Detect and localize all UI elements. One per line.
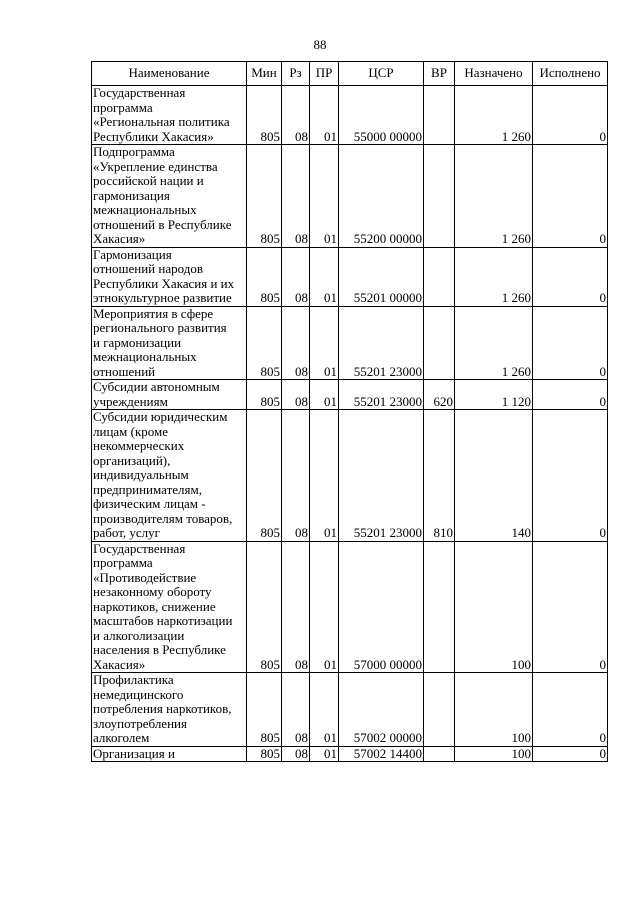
cell-pr: 01 <box>310 380 339 410</box>
cell-name-line: Субсидии юридическим <box>93 409 228 424</box>
cell-name-line: «Укрепление единства <box>93 158 218 174</box>
cell-rz: 08 <box>282 673 310 747</box>
cell-executed: 0 <box>533 145 608 248</box>
cell-name <box>92 541 247 673</box>
cell-name <box>92 380 247 410</box>
header-name: Наименование <box>92 62 247 86</box>
cell-name-line: Хакасия» <box>93 231 146 246</box>
cell-pr: 01 <box>310 145 339 248</box>
cell-assigned: 1 260 <box>455 86 533 145</box>
cell-executed: 0 <box>533 247 608 306</box>
cell-name-line: межнациональных <box>93 202 197 217</box>
cell-csr: 55200 00000 <box>339 145 424 248</box>
header-csr: ЦСР <box>339 62 424 86</box>
cell-csr: 55000 00000 <box>339 86 424 145</box>
cell-executed: 0 <box>533 541 608 673</box>
cell-name-line: отношений в Республике <box>93 216 232 232</box>
cell-name-line: некоммерческих <box>93 438 185 453</box>
cell-pr: 01 <box>310 306 339 380</box>
cell-assigned: 100 <box>455 541 533 673</box>
cell-name-line: масштабов наркотизации <box>93 613 233 628</box>
cell-rz: 08 <box>282 247 310 306</box>
cell-name-line: производителям товаров, <box>93 510 233 526</box>
cell-csr: 57002 00000 <box>339 673 424 747</box>
cell-min: 805 <box>247 746 282 762</box>
table-body <box>92 86 608 762</box>
cell-pr: 01 <box>310 247 339 306</box>
cell-name-line: алкоголем <box>93 730 150 745</box>
cell-min: 805 <box>247 306 282 380</box>
cell-name-line: и алкоголизации <box>93 627 185 643</box>
cell-rz: 08 <box>282 410 310 542</box>
cell-name <box>92 145 247 248</box>
cell-name <box>92 410 247 542</box>
cell-assigned: 1 260 <box>455 306 533 380</box>
cell-name-line: программа <box>93 99 153 115</box>
cell-pr: 01 <box>310 673 339 747</box>
header-vr: ВР <box>424 62 455 86</box>
cell-vr <box>424 145 455 248</box>
cell-csr: 55201 23000 <box>339 410 424 542</box>
cell-name-line: отношений народов <box>93 261 203 276</box>
header-rz: Рз <box>282 62 310 86</box>
cell-csr: 55201 00000 <box>339 247 424 306</box>
cell-name-line: физическим лицам - <box>93 496 206 511</box>
table-row <box>92 145 608 248</box>
cell-rz: 08 <box>282 380 310 410</box>
cell-name-line: населения в Республике <box>93 642 226 657</box>
cell-name-line: предпринимателям, <box>93 481 202 497</box>
cell-vr <box>424 86 455 145</box>
cell-vr <box>424 541 455 673</box>
table-header-row <box>92 62 608 86</box>
cell-name-line: Хакасия» <box>93 656 146 672</box>
cell-assigned: 100 <box>455 673 533 747</box>
cell-name-line: Государственная <box>93 541 186 556</box>
table-row <box>92 86 608 145</box>
cell-name-line: отношений <box>93 363 156 379</box>
cell-rz: 08 <box>282 306 310 380</box>
budget-table <box>91 61 608 762</box>
cell-name-line: Субсидии автономным <box>93 379 220 394</box>
cell-min: 805 <box>247 145 282 248</box>
cell-name-line: программа <box>93 555 153 570</box>
cell-name-line: незаконному обороту <box>93 584 212 599</box>
cell-name-line: Гармонизация <box>93 247 172 262</box>
header-pr: ПР <box>310 62 339 86</box>
cell-assigned: 1 260 <box>455 247 533 306</box>
cell-vr <box>424 247 455 306</box>
cell-name-line: Государственная <box>93 85 186 100</box>
table-row <box>92 380 608 410</box>
cell-name-line: Профилактика <box>93 672 174 687</box>
page-number: 88 <box>313 37 327 52</box>
cell-pr: 01 <box>310 541 339 673</box>
cell-name-line: работ, услуг <box>93 525 161 540</box>
cell-vr <box>424 746 455 762</box>
table-row <box>92 673 608 747</box>
cell-min: 805 <box>247 380 282 410</box>
cell-assigned: 1 260 <box>455 145 533 248</box>
cell-csr: 57002 14400 <box>339 746 424 762</box>
cell-pr: 01 <box>310 86 339 145</box>
table-row <box>92 247 608 306</box>
cell-rz: 08 <box>282 541 310 673</box>
table-row <box>92 306 608 380</box>
cell-name <box>92 673 247 747</box>
cell-name-line: немедицинского <box>93 686 184 702</box>
cell-executed: 0 <box>533 86 608 145</box>
cell-name-line: российской нации и <box>93 173 204 188</box>
cell-min: 805 <box>247 541 282 673</box>
table-row <box>92 410 608 542</box>
cell-name-line: «Противодействие <box>93 569 197 585</box>
cell-name-line: Организация и <box>93 746 175 761</box>
cell-name <box>92 86 247 145</box>
cell-name-line: Мероприятия в сфере <box>93 306 214 321</box>
table-row <box>92 541 608 673</box>
cell-executed: 0 <box>533 746 608 762</box>
cell-name <box>92 247 247 306</box>
cell-assigned: 1 120 <box>455 380 533 410</box>
cell-pr: 01 <box>310 410 339 542</box>
cell-name-line: «Региональная политика <box>93 114 230 129</box>
cell-name-line: межнациональных <box>93 349 197 364</box>
cell-rz: 08 <box>282 86 310 145</box>
cell-rz: 08 <box>282 746 310 762</box>
cell-pr: 01 <box>310 746 339 762</box>
cell-name-line: этнокультурное развитие <box>93 290 232 305</box>
table-row <box>92 746 608 762</box>
cell-min: 805 <box>247 410 282 542</box>
cell-name-line: Республики Хакасия и их <box>93 275 235 291</box>
cell-csr: 55201 23000 <box>339 380 424 410</box>
header-executed: Исполнено <box>533 62 608 86</box>
cell-vr: 810 <box>424 410 455 542</box>
cell-name-line: потребления наркотиков, <box>93 701 232 716</box>
header-min: Мин <box>247 62 282 86</box>
cell-name <box>92 746 247 762</box>
cell-name-line: индивидуальным <box>93 467 189 482</box>
cell-name <box>92 306 247 380</box>
header-assigned: Назначено <box>455 62 533 86</box>
cell-min: 805 <box>247 247 282 306</box>
cell-name-line: Республики Хакасия» <box>93 128 214 144</box>
cell-name-line: Подпрограмма <box>93 144 175 159</box>
cell-assigned: 140 <box>455 410 533 542</box>
cell-executed: 0 <box>533 380 608 410</box>
cell-name-line: регионального развития <box>93 320 227 335</box>
cell-assigned: 100 <box>455 746 533 762</box>
cell-name-line: злоупотребления <box>93 715 187 731</box>
cell-name-line: и гармонизации <box>93 334 182 350</box>
cell-csr: 57000 00000 <box>339 541 424 673</box>
cell-min: 805 <box>247 86 282 145</box>
cell-name-line: организаций), <box>93 452 171 468</box>
cell-executed: 0 <box>533 673 608 747</box>
cell-executed: 0 <box>533 410 608 542</box>
cell-rz: 08 <box>282 145 310 248</box>
cell-name-line: учреждениям <box>93 393 168 409</box>
cell-vr <box>424 673 455 747</box>
cell-vr <box>424 306 455 380</box>
cell-vr: 620 <box>424 380 455 410</box>
cell-name-line: лицам (кроме <box>93 423 169 439</box>
cell-csr: 55201 23000 <box>339 306 424 380</box>
cell-min: 805 <box>247 673 282 747</box>
cell-executed: 0 <box>533 306 608 380</box>
cell-name-line: наркотиков, снижение <box>93 598 216 614</box>
cell-name-line: гармонизация <box>93 187 170 203</box>
